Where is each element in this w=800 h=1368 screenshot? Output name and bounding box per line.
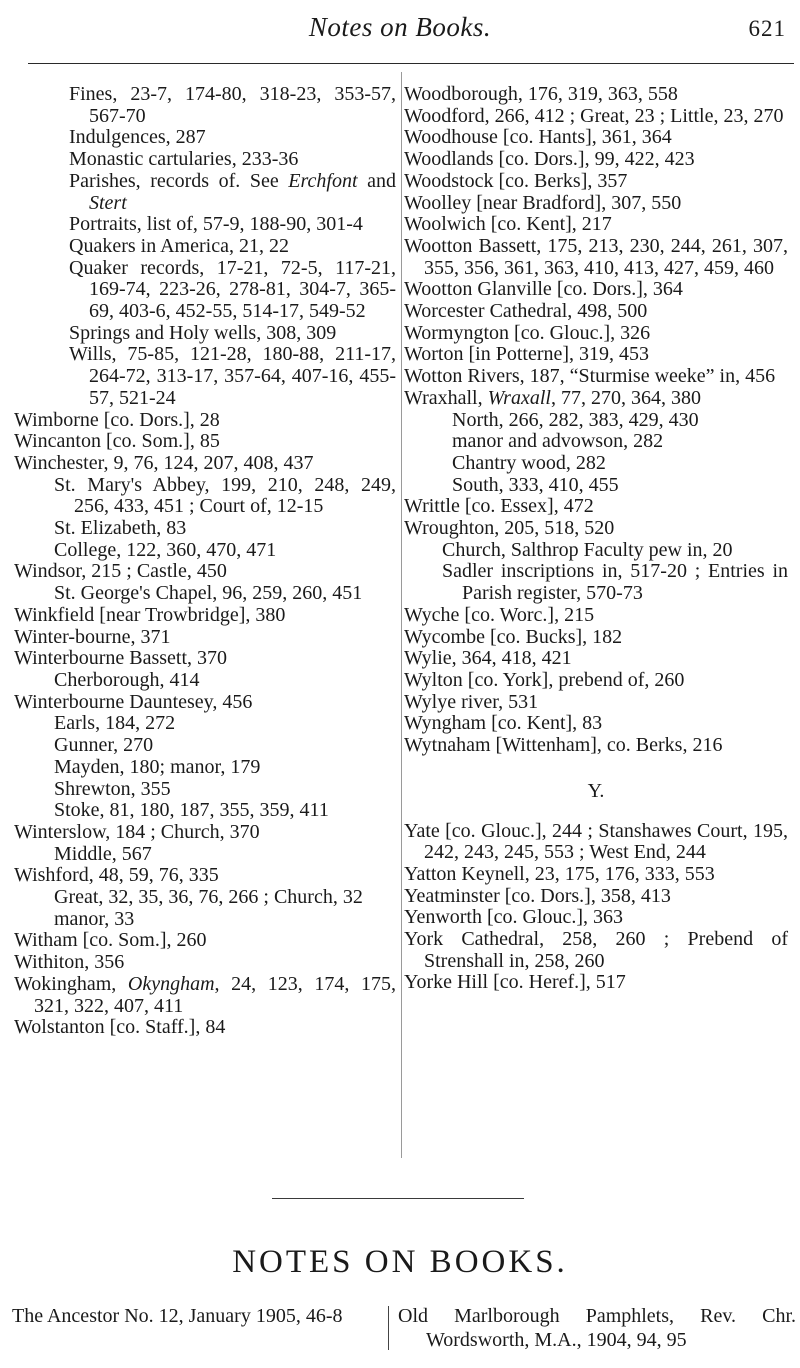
index-subentry: Shrewton, 355 — [54, 777, 171, 800]
index-subentry: Cherborough, 414 — [54, 668, 200, 691]
italic-place-name: Erchfont — [288, 169, 358, 192]
index-entry: Yatton Keynell, 23, 175, 176, 333, 553 — [404, 862, 715, 885]
entry-text-part: Wraxhall, — [404, 386, 488, 409]
entry-text-part: , 24, 123, 174, 175, 321, 322, 407, 411 — [34, 972, 397, 1017]
italic-place-name: Okyngham — [127, 972, 215, 995]
index-entry: Winterbourne Dauntesey, 456 — [14, 690, 253, 713]
index-column-left — [14, 84, 396, 1039]
running-title: Notes on Books. — [308, 12, 492, 42]
index-entry: Wimborne [co. Dors.], 28 — [14, 408, 220, 431]
index-subentry: Sadler inscriptions in, 517-20 ; Entries in Parish register, 570-73 — [442, 560, 788, 605]
index-subentry — [14, 171, 396, 214]
index-entry: Worcester Cathedral, 498, 500 — [404, 300, 648, 323]
index-subentry: Fines, 23-7, 174-80, 318-23, 353-57, 567-70 — [69, 83, 396, 127]
entry-text-part: , 77, 270, 364, 380 — [550, 386, 701, 409]
index-entry: Wishford, 48, 59, 76, 335 — [14, 864, 219, 887]
index-subentry: Middle, 567 — [54, 842, 152, 865]
index-entry: Wytnaham [Wittenham], co. Berks, 216 — [404, 734, 723, 757]
index-entry: Wolstanton [co. Staff.], 84 — [14, 1016, 226, 1039]
index-entry: Yate [co. Glouc.], 244 ; Stanshawes Court, 195, 242, 243, 245, 553 ; West End, 244 — [404, 819, 788, 864]
index-entry: Winterbourne Bassett, 370 — [14, 647, 228, 670]
index-subentry: Church, Salthrop Faculty pew in, 20 — [442, 538, 733, 561]
index-subentry: Indulgences, 287 — [69, 126, 206, 149]
index-subentry: Great, 32, 35, 36, 76, 266 ; Church, 32 — [54, 886, 363, 909]
index-entry: Woolley [near Bradford], 307, 550 — [404, 191, 682, 214]
index-subentry: Monastic cartularies, 233-36 — [69, 148, 299, 171]
index-subentry: Quaker records, 17-21, 72-5, 117-21, 169-74, 223-26, 278-81, 304-7, 365-69, 403-6, 452-55, 514-17, 549-52 — [69, 256, 396, 323]
index-entry: Woodford, 266, 412 ; Great, 23 ; Little, 23, 270 — [404, 104, 784, 127]
index-entry: York Cathedral, 258, 260 ; Prebend of Strenshall in, 258, 260 — [404, 928, 788, 972]
index-entry: Wyche [co. Worc.], 215 — [404, 603, 595, 626]
entry-text-part: and — [357, 169, 396, 192]
index-subentry: North, 266, 282, 383, 429, 430 — [452, 408, 699, 431]
running-head — [0, 0, 800, 50]
entry-text-part: Parishes, records of. See — [69, 169, 289, 192]
index-entry: Wylie, 364, 418, 421 — [404, 647, 572, 670]
index-subentry: Chantry wood, 282 — [452, 451, 606, 474]
index-entry: Writtle [co. Essex], 472 — [404, 495, 594, 518]
index-entry: Worton [in Potterne], 319, 453 — [404, 343, 650, 366]
index-entry: Wormyngton [co. Glouc.], 326 — [404, 321, 651, 344]
page-number: 621 — [748, 16, 786, 41]
book-note-left: The Ancestor No. 12, January 1905, 46-8 — [12, 1305, 343, 1327]
index-subentry: manor, 33 — [54, 907, 135, 930]
column-divider — [401, 72, 402, 1158]
index-subentry: Stoke, 81, 180, 187, 355, 359, 411 — [54, 799, 329, 822]
index-entry: Wycombe [co. Bucks], 182 — [404, 625, 623, 648]
index-entry: Wootton Glanville [co. Dors.], 364 — [404, 278, 683, 301]
index-entry: Yenworth [co. Glouc.], 363 — [404, 906, 624, 929]
footer-column-divider — [388, 1306, 389, 1350]
index-subentry: Springs and Holy wells, 308, 309 — [69, 321, 337, 344]
index-entry: Wyngham [co. Kent], 83 — [404, 712, 603, 735]
index-entry: Wylton [co. York], prebend of, 260 — [404, 668, 685, 691]
section-rule — [272, 1198, 524, 1199]
index-entry: Yeatminster [co. Dors.], 358, 413 — [404, 884, 671, 907]
index-subentry: St. Mary's Abbey, 199, 210, 248, 249, 256, 433, 451 ; Court of, 12-15 — [54, 473, 396, 518]
index-letter-heading: Y. — [587, 779, 605, 802]
index-subentry: Portraits, list of, 57-9, 188-90, 301-4 — [69, 213, 363, 236]
index-entry: Woolwich [co. Kent], 217 — [404, 213, 612, 236]
index-subentry: St. Elizabeth, 83 — [54, 517, 187, 540]
index-subentry: South, 333, 410, 455 — [452, 473, 619, 496]
index-subentry: Gunner, 270 — [54, 734, 154, 757]
italic-place-name: Stert — [89, 191, 127, 214]
index-subentry: St. George's Chapel, 96, 259, 260, 451 — [54, 582, 363, 605]
index-entry: Winterslow, 184 ; Church, 370 — [14, 820, 260, 843]
index-entry: Woodhouse [co. Hants], 361, 364 — [404, 126, 672, 149]
index-subentry: Quakers in America, 21, 22 — [69, 234, 289, 257]
header-rule — [28, 63, 794, 64]
book-note-right: Old Marlborough Pamphlets, Rev. Chr. Wordsworth, M.A., 1904, 94, 95 — [398, 1305, 796, 1351]
section-title: NOTES ON BOOKS. — [232, 1244, 568, 1280]
index-subentry: Earls, 184, 272 — [54, 712, 176, 735]
index-entry: Woodlands [co. Dors.], 99, 422, 423 — [404, 148, 695, 171]
index-entry: Wotton Rivers, 187, “Sturmise weeke” in, 456 — [404, 365, 776, 388]
index-entry: Withiton, 356 — [14, 951, 125, 974]
index-entry: Wincanton [co. Som.], 85 — [14, 430, 220, 453]
index-subentry: manor and advowson, 282 — [452, 430, 664, 453]
index-entry: Yorke Hill [co. Heref.], 517 — [404, 971, 626, 994]
index-subentry: Mayden, 180; manor, 179 — [54, 755, 261, 778]
index-entry: Winchester, 9, 76, 124, 207, 408, 437 — [14, 451, 314, 474]
index-entry — [404, 388, 788, 410]
index-entry: Wylye river, 531 — [404, 690, 539, 713]
index-entry — [14, 974, 396, 1017]
index-subentry: Wills, 75-85, 121-28, 180-88, 211-17, 264-72, 313-17, 357-64, 407-16, 455-57, 521-24 — [69, 343, 396, 409]
index-entry: Woodborough, 176, 319, 363, 558 — [404, 83, 678, 105]
index-subentry: College, 122, 360, 470, 471 — [54, 538, 277, 561]
entry-text-part: Wokingham, — [14, 972, 128, 995]
index-entry: Winkfield [near Trowbridge], 380 — [14, 603, 286, 626]
index-column-right — [404, 84, 788, 994]
index-entry: Winter-bourne, 371 — [14, 625, 171, 648]
italic-place-name: Wraxall — [487, 386, 551, 409]
index-entry: Witham [co. Som.], 260 — [14, 929, 207, 952]
index-entry: Wroughton, 205, 518, 520 — [404, 517, 615, 540]
index-entry: Wootton Bassett, 175, 213, 230, 244, 261, 307, 355, 356, 361, 363, 410, 413, 427, 459, 460 — [404, 234, 788, 279]
index-entry: Windsor, 215 ; Castle, 450 — [14, 560, 227, 583]
index-entry: Woodstock [co. Berks], 357 — [404, 169, 628, 192]
